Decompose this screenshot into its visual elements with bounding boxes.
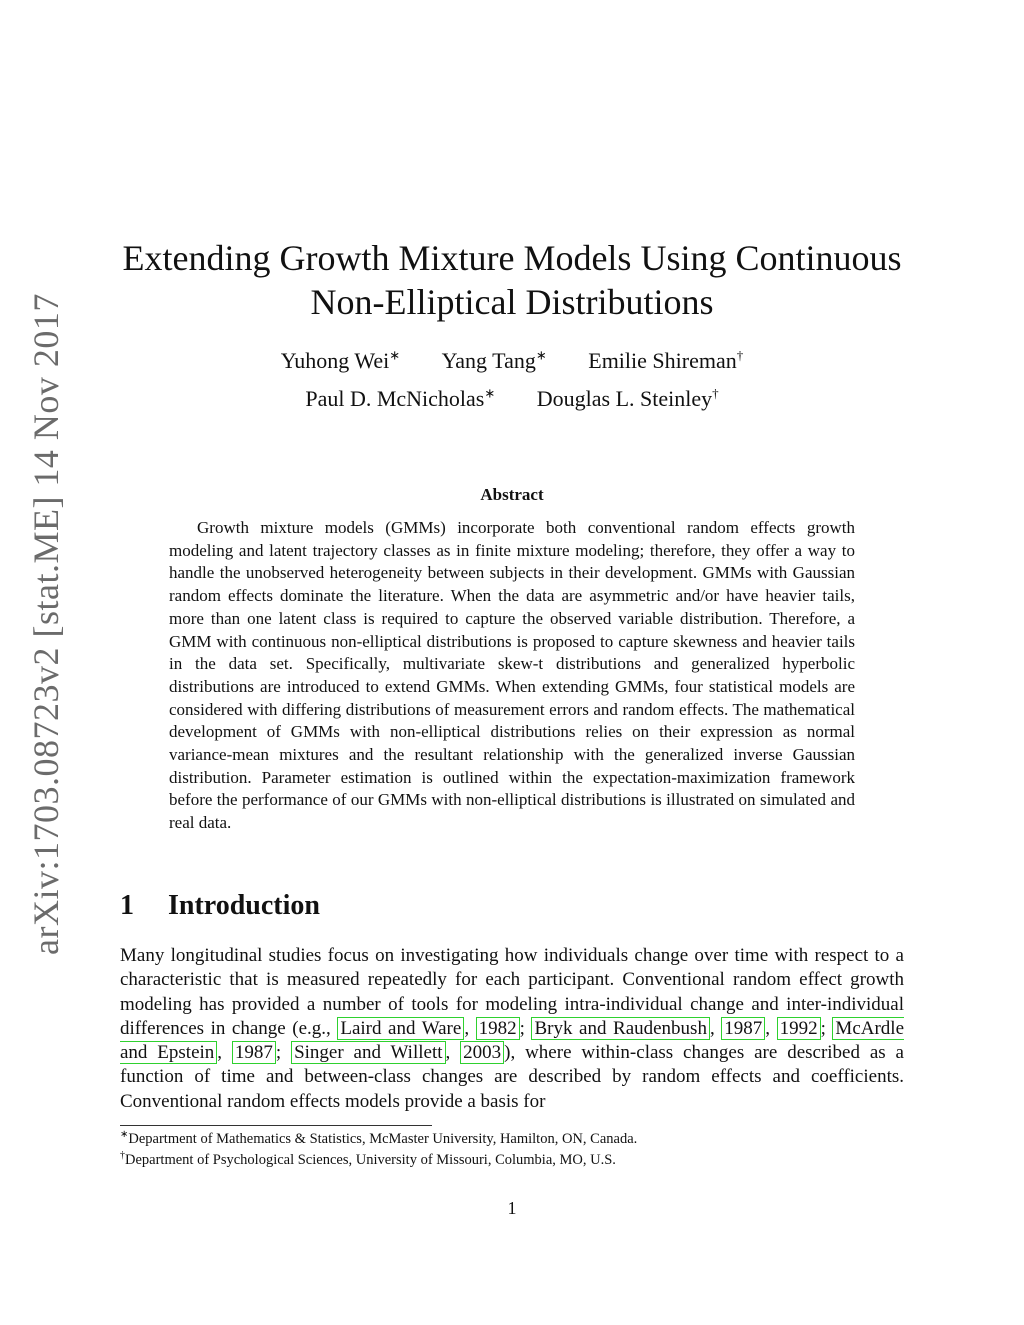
- footnote: †Department of Psychological Sciences, University of Missouri, Columbia, MO, U.S.: [120, 1150, 616, 1168]
- separator: ;: [820, 1017, 833, 1039]
- section-number: 1: [120, 890, 134, 921]
- separator: ,: [765, 1017, 777, 1039]
- separator: ,: [464, 1017, 476, 1039]
- author-name: Yang Tang∗: [441, 347, 547, 373]
- intro-paragraph: [120, 944, 904, 1114]
- separator: ;: [519, 1017, 532, 1039]
- separator: ,: [445, 1042, 461, 1064]
- separator: ,: [709, 1017, 722, 1039]
- footnote: ∗Department of Mathematics & Statistics, McMaster University, Hamilton, ON, Canada.: [120, 1129, 638, 1147]
- citation-link[interactable]: 2003: [460, 1041, 504, 1064]
- citation-link[interactable]: 1987: [721, 1017, 765, 1040]
- arxiv-identifier-stamp: arXiv:1703.08723v2 [stat.ME] 14 Nov 2017: [26, 293, 66, 955]
- citation-link[interactable]: 1992: [777, 1017, 821, 1040]
- abstract-text: Growth mixture models (GMMs) incorporate both conventional random effects growth modeling and latent trajectory classes as in finite mixture modeling; therefore, they offer a way to handle the unobserved heterogeneity between subjects in their development. GMMs with Gaussian random effects dominate the literature. When the data are asymmetric and/or have heavier tails, more than one latent class is required to capture the observed variable distribution. Therefore, a GMM with continuous non-elliptical distributions is proposed to capture skewness and heavier tails in the data set. Specifically, multivariate skew-t distributions and generalized hyperbolic distributions are introduced to extend GMMs. When extending GMMs, four statistical models are considered with differing distributions of measurement errors and random effects. The mathematical development of GMMs with non-elliptical distributions relies on their expression as normal variance-mean mixtures and the resultant relationship with the generalized inverse Gaussian distribution. Parameter estimation is outlined within the expectation-maximization framework before the performance of our GMMs with non-elliptical distributions is illustrated on simulated and real data.: [169, 518, 855, 833]
- section-heading: [120, 890, 904, 922]
- citation-link[interactable]: McArdle and Epstein: [120, 1017, 905, 1064]
- author-list-row-1: [120, 348, 904, 374]
- paragraph-text: ), where within-class changes are described as a function of time and between-class changes are described by random effects and coefficients. Conventional random effects models provide a basis for: [120, 1042, 904, 1112]
- author-name: Douglas L. Steinley†: [536, 385, 719, 411]
- separator: ;: [275, 1042, 292, 1064]
- citation-link[interactable]: Singer and Willett: [291, 1041, 445, 1064]
- author-list-row-2: [120, 386, 904, 412]
- citation-link[interactable]: Laird and Ware: [337, 1017, 464, 1040]
- paper-title: Extending Growth Mixture Models Using Continuous Non-Elliptical Distributions: [122, 238, 902, 322]
- abstract-heading: Abstract: [480, 485, 544, 504]
- paragraph-text: Many longitudinal studies focus on investigating how individuals change over time with respect to a characteristic that is measured repeatedly for each participant. Conventional random effect growth modeling has provided a number of tools for modeling intra-individual change and inter-individual differences in change (e.g.,: [120, 945, 904, 1039]
- section-title: Introduction: [168, 890, 320, 921]
- author-name: Emilie Shireman†: [588, 347, 744, 373]
- footnote-divider: [120, 1125, 432, 1126]
- citation-link[interactable]: Bryk and Raudenbush: [531, 1017, 709, 1040]
- author-name: Yuhong Wei∗: [280, 347, 401, 373]
- page-number: 1: [507, 1198, 517, 1218]
- author-name: Paul D. McNicholas∗: [305, 385, 496, 411]
- citation-link[interactable]: 1982: [476, 1017, 520, 1040]
- separator: ,: [217, 1042, 232, 1064]
- citation-link[interactable]: 1987: [232, 1041, 276, 1064]
